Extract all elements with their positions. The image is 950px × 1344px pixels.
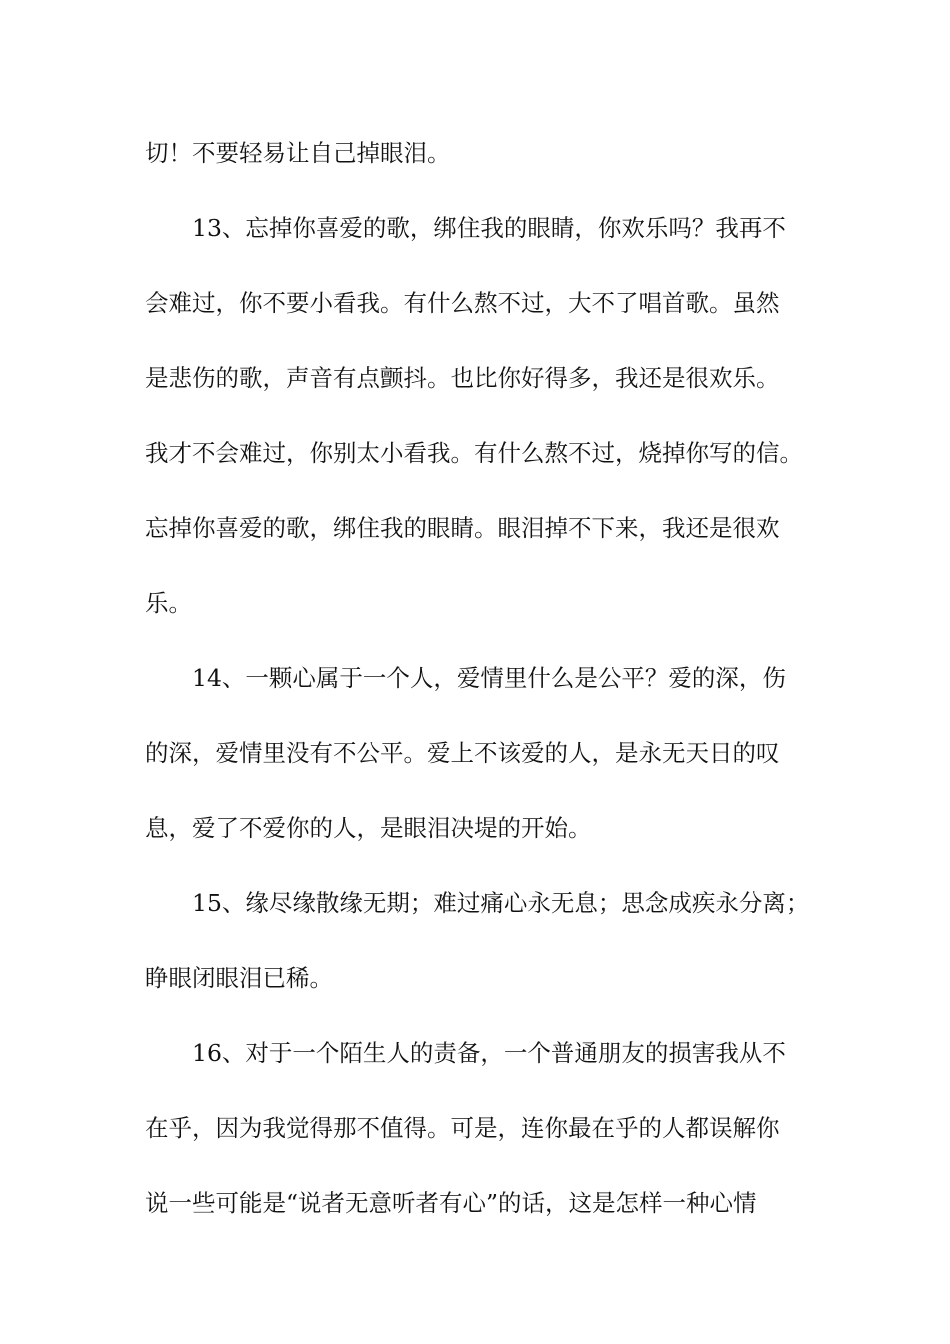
- text-line: 13、忘掉你喜爱的歌，绑住我的眼睛，你欢乐吗？我再不: [192, 214, 786, 242]
- text-line: 是悲伤的歌，声音有点颤抖。也比你好得多，我还是很欢乐。: [145, 364, 780, 392]
- paragraph-16: [145, 1028, 825, 1253]
- text-line: 说一些可能是“说者无意听者有心”的话，这是怎样一种心情: [145, 1189, 757, 1217]
- text-line: 的深，爱情里没有不公平。爱上不该爱的人，是永无天日的叹: [145, 739, 780, 767]
- paragraph-13: [145, 203, 825, 653]
- text-line: 息，爱了不爱你的人，是眼泪决堤的开始。: [145, 814, 592, 842]
- text-line: 在乎，因为我觉得那不值得。可是，连你最在乎的人都误解你: [145, 1114, 780, 1142]
- document-body: [145, 128, 825, 1253]
- text-line: 16、对于一个陌生人的责备，一个普通朋友的损害我从不: [192, 1039, 786, 1067]
- text-line: 14、一颗心属于一个人，爱情里什么是公平？爱的深，伤: [192, 664, 786, 692]
- paragraph-15: [145, 878, 825, 1028]
- text-line: 忘掉你喜爱的歌，绑住我的眼睛。眼泪掉不下来，我还是很欢: [145, 514, 780, 542]
- paragraph-14: [145, 653, 825, 878]
- text-line: 会难过，你不要小看我。有什么熬不过，大不了唱首歌。虽然: [145, 289, 780, 317]
- text-line: 15、缘尽缘散缘无期；难过痛心永无息；思念成疾永分离；: [192, 889, 810, 917]
- paragraph-continuation: [145, 128, 825, 203]
- text-line: 我才不会难过，你别太小看我。有什么熬不过，烧掉你写的信。: [145, 439, 803, 467]
- text-line: 睁眼闭眼泪已稀。: [145, 964, 333, 992]
- text-line: 乐。: [145, 589, 192, 617]
- text-line: 切！不要轻易让自己掉眼泪。: [145, 139, 451, 167]
